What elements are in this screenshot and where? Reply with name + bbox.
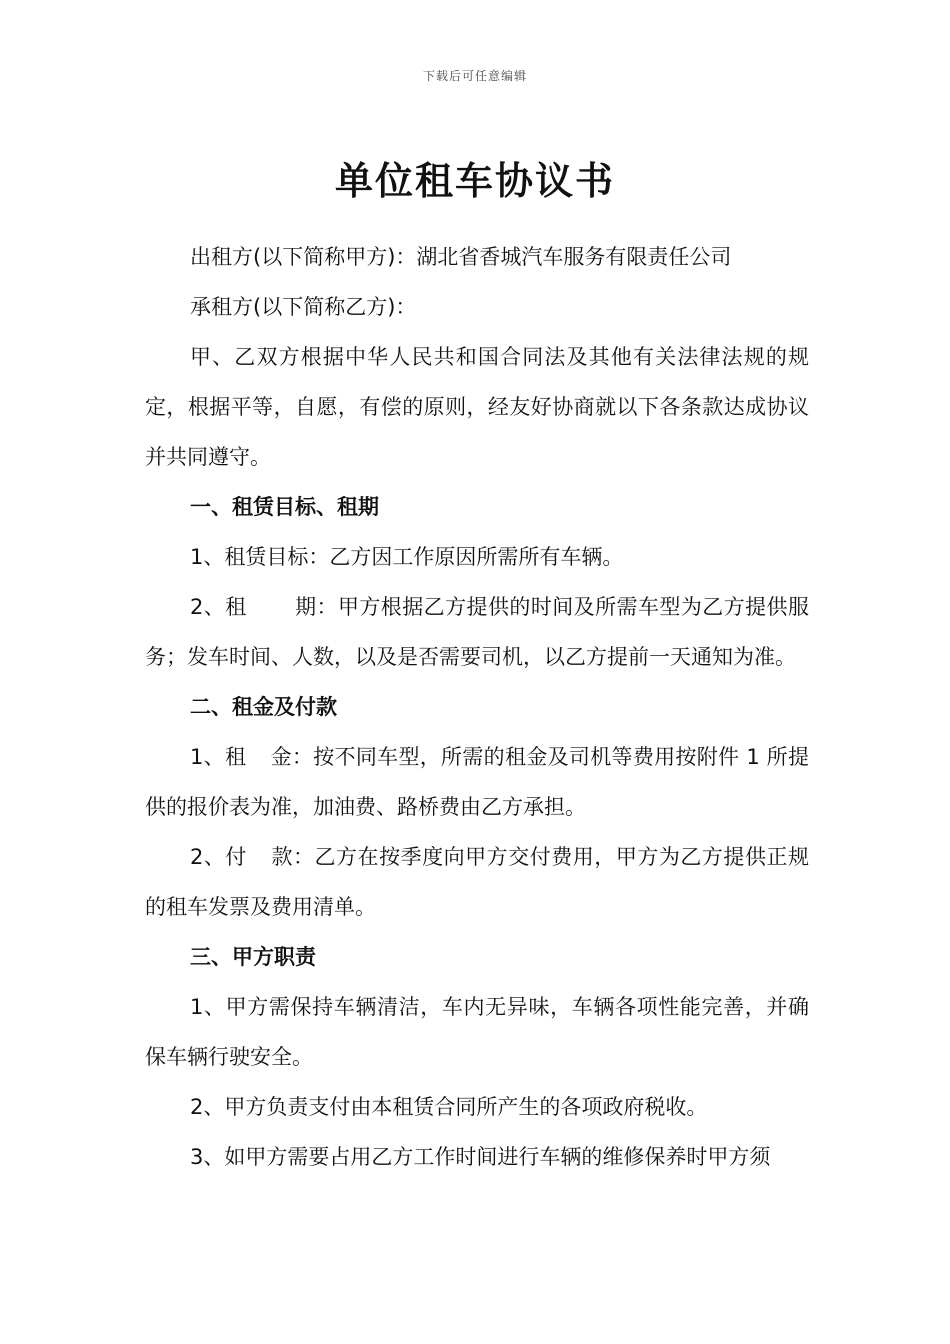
clause-rent-prefix: 1、租 xyxy=(190,745,247,769)
clause-duty-3: 3、如甲方需要占用乙方工作时间进行车辆的维修保养时甲方须 xyxy=(190,1145,771,1169)
clause-lease-period-prefix: 2、租 xyxy=(190,595,247,619)
clause-payment xyxy=(145,832,809,932)
clause-duty-1: 1、甲方需保持车辆清洁，车内无异味，车辆各项性能完善，并确保车辆行驶安全。 xyxy=(145,995,809,1069)
clause-duty-2: 2、甲方负责支付由本租赁合同所产生的各项政府税收。 xyxy=(190,1095,708,1119)
section-heading-rent-payment: 二、租金及付款 xyxy=(190,695,337,719)
lessee-line: 承租方(以下简称乙方)： xyxy=(190,295,417,319)
document-body xyxy=(145,232,809,1182)
clause-rent xyxy=(145,732,809,832)
clause-payment-prefix: 2、付 xyxy=(190,845,247,869)
clause-lease-period xyxy=(145,582,809,682)
clause-rent-text: 金：按不同车型，所需的租金及司机等费用按附件 1 所提供的报价表为准，加油费、路桥费由乙方承担。 xyxy=(145,745,809,819)
section-heading-lease-term: 一、租赁目标、租期 xyxy=(190,495,379,519)
clause-lease-target: 1、租赁目标：乙方因工作原因所需所有车辆。 xyxy=(190,545,624,569)
section-heading-lessor-duties: 三、甲方职责 xyxy=(190,945,316,969)
document-title: 单位租车协议书 xyxy=(334,159,615,203)
clause-payment-text: 款：乙方在按季度向甲方交付费用，甲方为乙方提供正规的租车发票及费用清单。 xyxy=(145,845,809,919)
preamble-paragraph: 甲、乙双方根据中华人民共和国合同法及其他有关法律法规的规定，根据平等，自愿，有偿的原则，经友好协商就以下各条款达成协议并共同遵守。 xyxy=(145,345,809,469)
clause-lease-period-text: 期：甲方根据乙方提供的时间及所需车型为乙方提供服务；发车时间、人数，以及是否需要司机，以乙方提前一天通知为准。 xyxy=(145,595,809,669)
header-note: 下载后可任意编辑 xyxy=(422,69,527,83)
lessor-line: 出租方(以下简称甲方)：湖北省香城汽车服务有限责任公司 xyxy=(190,245,732,269)
